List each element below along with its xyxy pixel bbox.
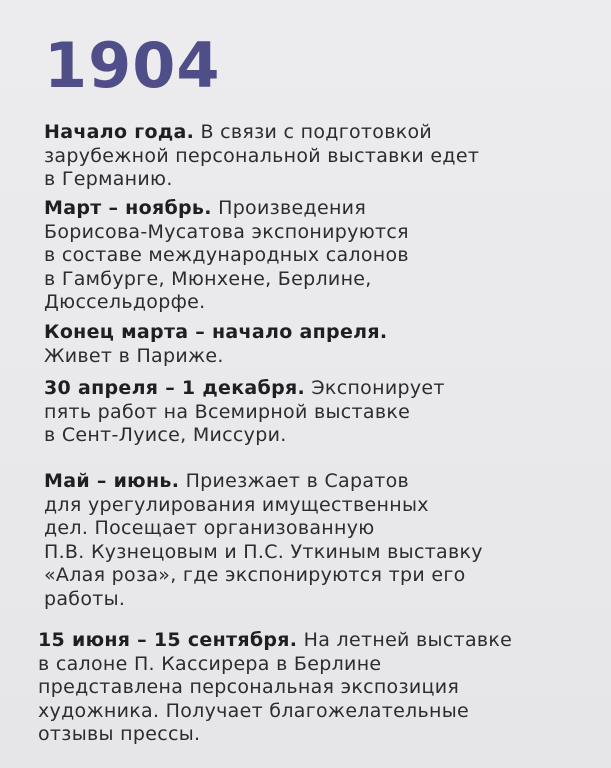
entry-text-line: для урегулирования имущественных: [44, 493, 429, 516]
entry-text-line: работы.: [44, 587, 126, 610]
timeline-entry-start-of-year: [44, 121, 604, 192]
entry-text-line: П.В. Кузнецовым и П.С. Уткиным выставку: [44, 540, 483, 563]
entry-date: Май – июнь.: [44, 470, 180, 492]
entry-text: Приезжает в Саратов: [185, 470, 410, 492]
entry-first-line: [38, 629, 598, 653]
entry-first-line: [44, 377, 604, 401]
entry-date: Март – ноябрь.: [44, 197, 212, 219]
entry-first-line: [44, 470, 604, 494]
entry-text: На летней выставке: [303, 629, 513, 651]
entry-first-line: [44, 121, 604, 145]
entry-text-line: представлена персональная экспозиция: [38, 676, 460, 698]
entry-text: В связи с подготовкой: [200, 121, 433, 143]
timeline-entry-may-june: [44, 470, 604, 611]
entry-date: 15 июня – 15 сентября.: [38, 629, 298, 651]
entry-text: Экспонирует: [311, 377, 445, 399]
entry-date: Начало года.: [44, 121, 195, 143]
entry-first-line: [44, 197, 604, 221]
timeline-entry-june-september: [38, 629, 598, 747]
entry-first-line: [44, 321, 604, 345]
entry-text-line: в Гамбурге, Мюнхене, Берлине,: [44, 267, 372, 290]
entry-text-line: в составе международных салонов: [44, 244, 409, 266]
entry-text-line: Дюссельдорфе.: [44, 291, 206, 313]
entry-text-line: в Сент-Луисе, Миссури.: [44, 424, 287, 446]
timeline-entry-april-december: [44, 377, 604, 448]
year-heading: 1904: [44, 29, 221, 102]
entry-text-line: отзывы прессы.: [38, 723, 201, 745]
entry-text-line: Борисова-Мусатова экспонируются: [44, 220, 409, 243]
timeline-entry-end-march-april: [44, 321, 604, 368]
entry-text-line: Живет в Париже.: [44, 344, 224, 367]
entry-text-line: «Алая роза», где экспонируются три его: [44, 564, 466, 586]
entry-text-line: зарубежной персональной выставки едет: [44, 144, 480, 167]
timeline-entry-march-november: [44, 197, 604, 315]
entry-text-line: художника. Получает благожелательные: [38, 699, 470, 722]
entry-date: Конец марта – начало апреля.: [44, 321, 388, 343]
entry-text-line: в Германию.: [44, 168, 173, 190]
entry-text-line: пять работ на Всемирной выставке: [44, 400, 411, 423]
entry-date: 30 апреля – 1 декабря.: [44, 377, 306, 399]
entry-text: Произведения: [218, 197, 367, 219]
entry-text-line: в салоне П. Кассирера в Берлине: [38, 652, 382, 675]
entry-text-line: дел. Посещает организованную: [44, 517, 375, 539]
